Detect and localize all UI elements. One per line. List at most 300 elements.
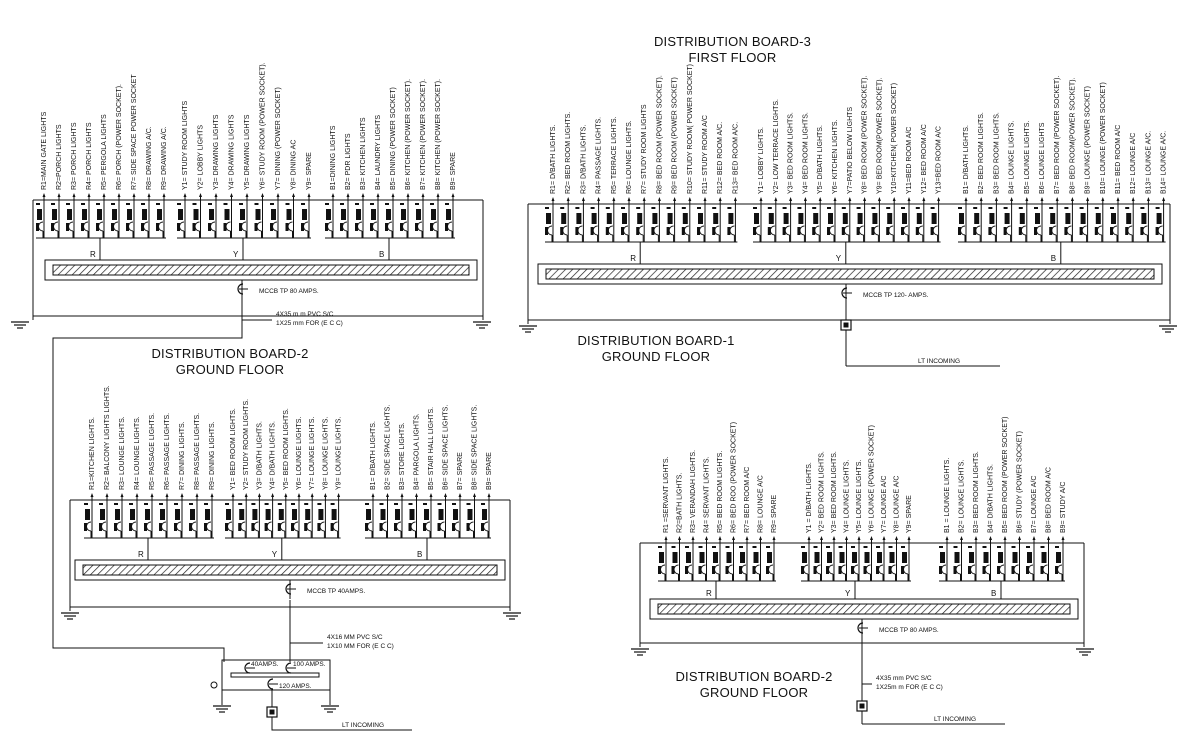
neutral-link-icon [211,682,217,688]
distribution-board-board-top-left [11,62,491,328]
circuit-label: B11= BED ROOM A/C [1115,124,1122,194]
circuit-breaker-y6 [827,119,839,242]
circuit-breaker-b8 [1064,77,1076,242]
circuit-label: Y7=PATIO BELOW LIGHTS [846,106,854,194]
phase-label: Y [845,589,851,598]
mcb-body-icon [622,213,627,224]
circuit-label: R6= PORCH (POWER SOCKET). [116,84,123,190]
feeder-arrow-icon [277,193,280,197]
title-line-2: FIRST FLOOR [688,50,777,65]
circuit-label: B4= PARGOLA LIGHTS. [413,413,421,490]
circuit-label: Y8= DINING AC [290,139,298,190]
circuit-breaker-b14 [1156,131,1168,242]
feeder-arrow-icon [488,493,491,497]
feeder-arrow-icon [452,193,455,197]
mcb-body-icon [67,209,72,220]
circuit-label: Y5= LOUNGE LIGHTS. [856,459,863,533]
title-db3-first-floor [645,34,820,66]
circuit-label: B14= LOUNGE A/C. [1160,130,1168,194]
circuit-label: B1=DINING LIGHTS [330,125,337,190]
feeder-arrow-icon [980,197,983,201]
circuit-breaker-y10 [886,83,898,242]
feeder-arrow-icon [774,197,777,201]
feeder-arrow-icon [628,197,631,201]
mcb-body-icon [410,509,415,520]
panel-breaker-120a-label: 120 AMPS. [279,683,312,690]
feeder-arrow-icon [746,536,749,540]
cable-spec-line-1: 4X35 m m PVC S/C [276,311,334,318]
mccb-rating-label: MCCB TP 120- AMPS. [863,292,929,299]
feeder-arrow-icon [437,193,440,197]
mcb-body-icon [468,509,473,520]
mccb-rating-label: MCCB TP 40AMPS. [307,588,366,595]
mcb-body-icon [239,509,244,520]
mcb-body-icon [668,213,673,224]
feeder-arrow-icon [91,493,94,497]
circuit-label: Y13=BED ROOM A/C [935,126,943,194]
phase-group-r [658,422,778,599]
feeder-arrow-icon [552,197,555,201]
circuit-breaker-b4 [1004,121,1016,242]
circuit-breaker-y13 [931,126,943,242]
circuit-breaker-y9 [331,417,343,538]
feeder-arrow-icon [166,493,169,497]
phase-group-b [939,417,1067,600]
lt-incoming-feed [841,303,1000,366]
circuit-label: Y5= D/BATH LIGHTS. [817,125,825,194]
circuit-label: B4= D/BATH LIGHTS. [987,464,995,533]
circuit-breaker-b2 [380,405,392,538]
circuit-label: R8= BED ROOM (POWER SOCKET). [656,75,664,194]
title-line-1: DISTRIBUTION BOARD-3 [653,34,812,49]
feeder-arrow-icon [136,493,139,497]
circuit-label: Y8= BED ROOM (POWER SOCKET). [861,75,869,194]
circuit-breaker-r1 [84,417,96,538]
circuit-label: Y3= D/BATH LIGHTS. [256,421,264,490]
feeder-arrow-icon [678,536,681,540]
mcb-body-icon [902,213,907,224]
mcb-body-icon [205,509,210,520]
mcb-body-icon [190,509,195,520]
circuit-label: Y9= SPARE [306,152,313,190]
mcb-body-icon [828,213,833,224]
mcb-body-icon [37,209,42,220]
circuit-label: B5= LOUNGE LIGHTS. [1023,120,1031,194]
mcb-body-icon [194,209,199,220]
circuit-label: B1= D/BATH LIGHTS. [370,421,377,490]
circuit-label: R10= STUDY ROOM( POWER SOCKET) [686,64,694,194]
circuit-label: B6= SIDE SPACE LIGHTS. [442,404,450,490]
mcb-body-icon [798,213,803,224]
feeder-arrow-icon [422,193,425,197]
cable-spec-line-1: 4X35 mm PVC S/C [876,675,932,682]
phase-label: Y [233,250,239,259]
circuit-label: B4= LOUNGE LIGHTS. [1008,120,1016,194]
circuit-breaker-b2 [973,112,985,242]
feeder-arrow-icon [878,197,881,201]
circuit-label: R1= D/BATH LIGHTS. [550,124,557,194]
feeder-arrow-icon [473,493,476,497]
mcb-body-icon [858,213,863,224]
feeder-arrow-icon [908,197,911,201]
feeder-arrow-icon [1101,197,1104,201]
ground-symbol-icon [1076,649,1094,655]
circuit-breaker-r3 [685,450,697,581]
feeder-arrow-icon [407,193,410,197]
feeder-arrow-icon [937,197,940,201]
feeder-arrow-icon [73,193,76,197]
mcb-body-icon [356,209,361,220]
circuit-label: B7= BED ROOM (POWER SOCKET). [1054,75,1062,194]
lt-incoming-label: LT INCOMING [918,358,961,365]
circuit-label: R8= LOUNGE A/C [757,475,765,533]
mcb-body-icon [416,209,421,220]
hatched-busbar [546,269,1154,279]
feeder-arrow-icon [181,493,184,497]
ground-symbol-icon [321,706,339,712]
circuit-label: B5= DINING (POWER SOCKET) [390,87,397,190]
cable-spec-line-2: 1X25 mm FOR (E C C) [276,320,343,327]
cable-spec [862,675,943,691]
mccb-rating-label: MCCB TP 80 AMPS. [259,288,319,295]
mcb-body-icon [142,209,147,220]
mcb-body-icon [401,209,406,220]
mcb-body-icon [386,209,391,220]
feeder-arrow-icon [858,536,861,540]
panel-lt-incoming-label: LT INCOMING [342,722,385,729]
circuit-label: R2= BALCONY LIGHTS LIGHTS. [104,385,111,490]
circuit-label: Y2= STUDY ROOM LIGHTS. [243,398,251,490]
ground-symbol-icon [1159,326,1177,332]
circuit-breaker-b7 [1049,76,1061,242]
feeder-arrow-icon [246,193,249,197]
mcb-body-icon [1013,552,1018,563]
mcb-body-icon [326,209,331,220]
circuit-breaker-r11 [697,115,709,242]
circuit-breaker-y9 [871,77,883,242]
feeder-arrow-icon [893,197,896,201]
feeder-arrow-icon [1132,197,1135,201]
circuit-breaker-r3 [66,122,78,238]
mcb-body-icon [1126,213,1131,224]
mcb-body-icon [740,552,745,563]
title-line-2: GROUND FLOOR [175,362,285,377]
circuit-breaker-b9 [445,152,457,238]
circuit-label: R4= SERVANT LIGHTS. [703,456,711,533]
hatched-busbar [83,565,497,575]
circuit-label: B3= BED ROOM LIGHTS. [973,451,980,533]
mcb-body-icon [292,509,297,520]
feeder-arrow-icon [106,493,109,497]
circuit-breaker-r4 [591,117,603,242]
circuit-breaker-y5 [239,114,251,238]
feeder-arrow-icon [258,493,261,497]
circuit-breaker-r9 [204,421,216,538]
circuit-breaker-y7 [842,107,854,242]
circuit-breaker-r6 [111,84,123,238]
mcb-body-icon [932,213,937,224]
hatched-busbar [658,604,1070,614]
mcb-body-icon [266,509,271,520]
mcb-body-icon [546,213,551,224]
circuit-breaker-y3 [783,112,795,242]
circuit-breaker-b8 [467,405,479,538]
circuit-label: B8= KITCHEN (POWER SOCKET). [435,78,442,190]
distribution-board-board-top-right [519,64,1177,366]
circuit-label: Y9= BED ROOM(POWER SOCKET). [876,77,884,194]
main-panel-busbar [231,673,319,677]
mcb-body-icon [683,213,688,224]
feeder-arrow-icon [459,493,462,497]
circuit-breaker-r4 [129,416,141,538]
circuit-label: R6= LOUNGE LIGHTS. [626,120,633,194]
feeder-arrow-icon [704,197,707,201]
circuit-breaker-y4 [224,114,236,238]
mcb-body-icon [226,509,231,520]
mcb-body-icon [652,213,657,224]
circuit-breaker-y2 [768,99,780,242]
circuit-breaker-y5 [278,408,290,538]
feeder-arrow-icon [377,193,380,197]
circuit-breaker-y6 [255,62,267,238]
circuit-label: B1= D/BATH LIGHTS. [963,125,970,194]
phase-group-b [325,79,457,260]
feeder-arrow-icon [819,197,822,201]
circuit-breaker-y8 [857,76,869,242]
circuit-breaker-r8 [651,75,663,242]
mcb-body-icon [1081,213,1086,224]
ground-symbol-icon [61,613,79,619]
circuit-breaker-r9 [156,126,168,238]
feeder-arrow-icon [719,536,722,540]
circuit-breaker-b9 [1080,86,1092,242]
circuit-label: R7= DINING LIGHTS. [179,421,186,490]
feeder-arrow-icon [430,493,433,497]
mcb-body-icon [843,213,848,224]
mcb-body-icon [872,213,877,224]
circuit-label: B3= BED ROOM LIGHTS. [993,112,1001,194]
mccb-rating-label: MCCB TP 80 AMPS. [879,627,939,634]
circuit-breaker-y12 [916,124,928,242]
hatched-busbar [53,265,469,275]
title-db1-ground-floor [566,333,746,365]
circuit-breaker-r2 [99,385,111,538]
phase-group-r [84,385,216,560]
circuit-breaker-r3 [114,416,126,538]
circuit-breaker-b4 [983,464,995,581]
mcb-body-icon [974,213,979,224]
title-line-2: GROUND FLOOR [601,349,711,364]
phase-group-r [36,74,168,260]
mcb-body-icon [127,209,132,220]
phase-label: B [1050,254,1057,263]
cable-spec-line-1: 4X16 MM PVC S/C [327,634,383,641]
phase-label: B [379,250,385,259]
circuit-breaker-r13 [727,122,739,242]
mcb-body-icon [727,552,732,563]
circuit-label: B6= STUDY (POWER SOCKET) [1016,431,1024,533]
feeder-arrow-icon [324,493,327,497]
circuit-breaker-b3 [988,112,1000,242]
circuit-breaker-y7 [270,87,282,238]
circuit-breaker-y4 [265,421,277,538]
circuit-breaker-b12 [1125,133,1137,242]
circuit-breaker-r7 [126,74,138,238]
circuit-label: B10= LOUNGE (POWER SOCKET) [1099,82,1107,194]
ground-symbol-icon [519,326,537,332]
feeder-arrow-icon [444,493,447,497]
circuit-label: R9= DRAWING A/C. [161,126,168,190]
circuit-label: B3= KITCHEN LIGHTS [360,117,367,190]
circuit-label: Y4= DRAWING LIGHTS [228,114,236,190]
mcb-body-icon [917,213,922,224]
mcb-body-icon [827,552,832,563]
circuit-label: B8= SIDE SPACE LIGHTS. [471,404,479,490]
mcb-body-icon [82,209,87,220]
circuit-breaker-b3 [394,422,406,538]
mcb-body-icon [852,552,857,563]
mcb-body-icon [686,552,691,563]
circuit-label: B1 = LOUNGE LIGHTS. [944,457,951,533]
circuit-label: R5= PERGOLA LIGHTS [101,114,108,190]
phase-label: R [138,550,144,559]
circuit-breaker-b5 [385,87,397,238]
circuit-breaker-r5 [96,114,108,238]
circuit-label: Y7= DINING (POWER SOCKET) [275,87,282,190]
cable-spec-line-2: 1X25m m FOR (E C C) [876,684,943,691]
mcb-body-icon [424,509,429,520]
circuit-breaker-y8 [317,417,329,538]
circuit-label: B7= KITCHEN (POWER SOCKET). [420,78,427,190]
mcb-body-icon [698,213,703,224]
mcb-body-icon [482,509,487,520]
mcb-body-icon [769,213,774,224]
circuit-breaker-b2 [954,460,966,581]
feeder-arrow-icon [612,197,615,201]
feeder-arrow-icon [863,197,866,201]
feeder-arrow-icon [895,536,898,540]
circuit-breaker-b7 [1026,476,1038,581]
mcb-body-icon [887,213,892,224]
mcb-body-icon [453,509,458,520]
feeder-arrow-icon [658,197,661,201]
distribution-board-board-bottom-left [61,385,521,650]
feeder-arrow-icon [245,493,248,497]
circuit-breaker-b6 [438,405,450,538]
mcb-body-icon [97,209,102,220]
circuit-breaker-y2 [238,399,250,538]
mcb-body-icon [381,509,386,520]
circuit-label: Y5= DRAWING LIGHTS [244,114,251,190]
feeder-arrow-icon [760,197,763,201]
ground-symbol-icon [11,322,29,328]
feeder-arrow-icon [401,493,404,497]
mcb-body-icon [561,213,566,224]
circuit-label: R7= SIDE SPACE POWER SOCKET [131,74,138,190]
circuit-breaker-b8 [430,79,442,238]
mcb-body-icon [209,209,214,220]
cable-spec [242,311,343,327]
title-db2-ground-floor-left [140,346,320,378]
circuit-breaker-b10 [1095,82,1107,242]
circuit-label: R4= LOUNGE LIGHTS. [134,416,141,490]
mcb-body-icon [1027,552,1032,563]
circuit-label: B2= SIDE SPACE LIGHTS. [384,404,392,490]
circuit-label: R9= SPARE [771,494,778,533]
mcb-body-icon [576,213,581,224]
mcb-body-icon [305,509,310,520]
boards-layer [11,62,1177,724]
circuit-label: Y1= LOBBY LIGHTS. [758,127,765,194]
mcb-body-icon [1056,552,1061,563]
feeder-arrow-icon [332,193,335,197]
circuit-label: Y10=KITCHEN( POWER SOCKET) [891,82,899,194]
circuit-breaker-b5 [997,417,1009,582]
circuit-label: Y6= LOUNGE (POWER SOCKET) [868,425,876,533]
circuit-label: B9= LOUNGE (POWER SOCKET) [1084,86,1092,194]
mcb-body-icon [890,552,895,563]
ground-symbol-icon [631,649,649,655]
circuit-breaker-y7 [876,476,888,581]
feeder-arrow-icon [392,193,395,197]
circuit-label: R13= BED ROOM A/C. [732,121,740,194]
feeder-arrow-icon [118,193,121,197]
mcb-body-icon [767,552,772,563]
mcb-body-icon [959,213,964,224]
panel-breaker-100a-label: 100 AMPS. [293,661,326,668]
mcb-body-icon [302,209,307,220]
circuit-label: R1=MAIN GATE LIGHTS [41,111,48,190]
feeder-arrow-icon [673,197,676,201]
mcb-body-icon [1005,213,1010,224]
feeder-arrow-icon [1033,536,1036,540]
circuit-label: B6= LOUNGE LIGHTS [1039,122,1046,194]
cable-spec-line-2: 1X10 MM FOR (E C C) [327,643,394,650]
mcb-body-icon [1042,552,1047,563]
mcb-body-icon [112,209,117,220]
circuit-breaker-y7 [304,417,316,538]
circuit-label: Y3= BED ROOM LIGHTS. [831,451,838,533]
mcb-body-icon [287,209,292,220]
circuit-breaker-r6 [159,413,171,538]
mcb-body-icon [728,213,733,224]
phase-label: Y [835,254,842,263]
feeder-arrow-icon [759,536,762,540]
feeder-arrow-icon [922,197,925,201]
panel-symbols [211,661,384,729]
circuit-label: R1 =SERVANT LIGHTS. [663,456,670,533]
feeder-arrow-icon [804,197,807,201]
title-line-2: GROUND FLOOR [699,685,809,700]
feeder-arrow-icon [215,193,218,197]
mcb-body-icon [998,552,1003,563]
circuit-breaker-y1 [753,127,765,242]
circuit-label: Y4= LOUNGE LIGHTS. [843,459,851,533]
feeder-arrow-icon [1041,197,1044,201]
circuit-label: Y11=BED ROOM A/C [906,126,913,194]
ground-symbol-icon [213,706,231,712]
circuit-breaker-r2 [560,112,572,242]
mcb-body-icon [637,213,642,224]
mcb-body-icon [813,213,818,224]
circuit-breaker-y1 [177,101,189,238]
mcb-body-icon [955,552,960,563]
mcb-body-icon [178,209,183,220]
feeder-arrow-icon [773,536,776,540]
circuit-label: R9= BED ROOM (POWER SOCKET) [671,77,679,194]
circuit-label: B4= LAUNDRY LIGHTS [375,114,382,190]
mcb-body-icon [877,552,882,563]
